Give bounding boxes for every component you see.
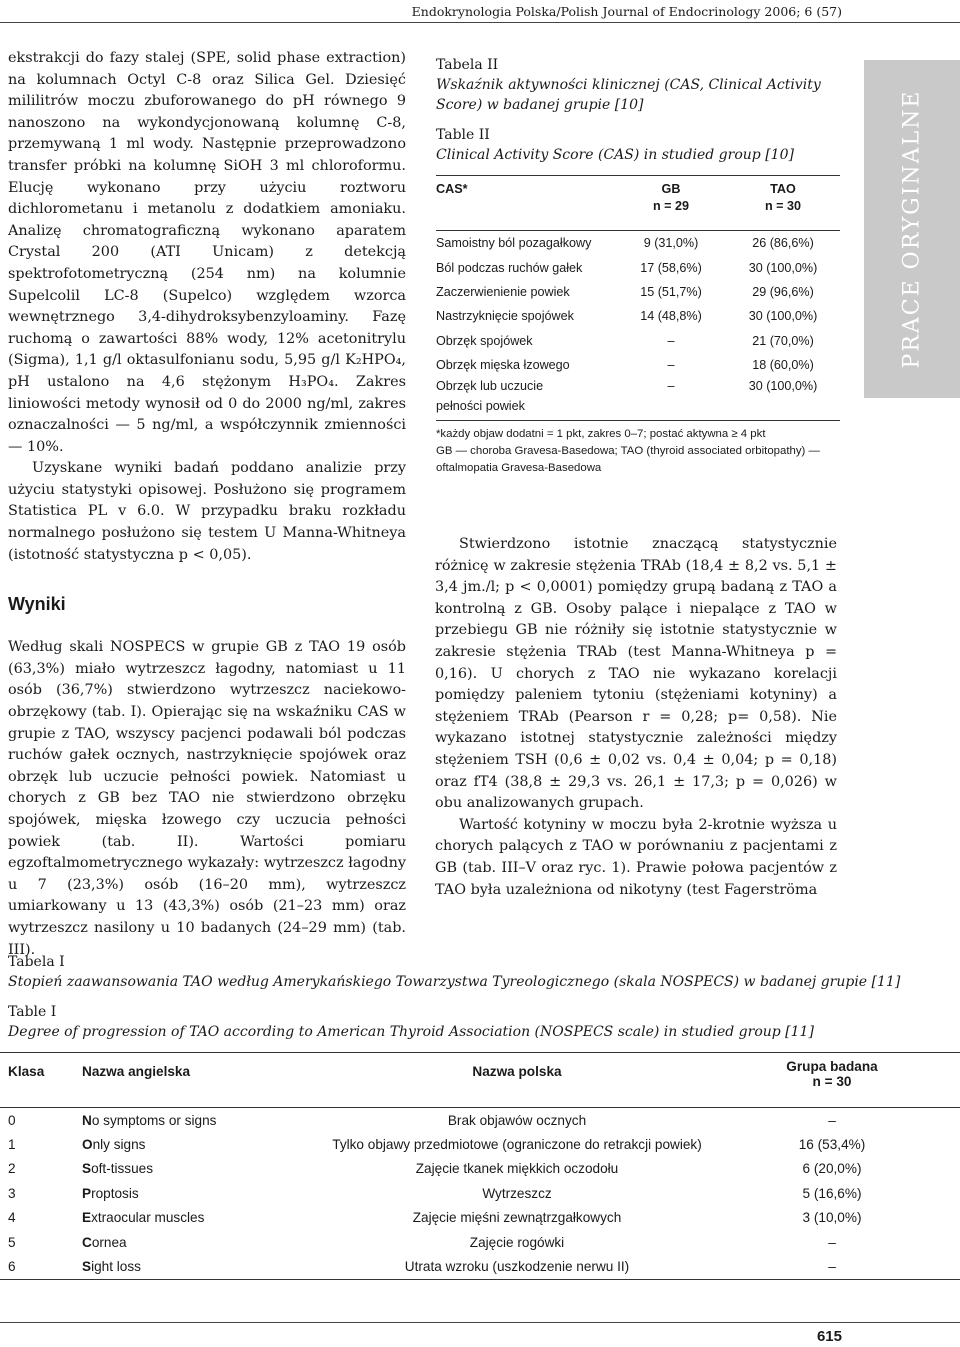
cell: 30 (100,0%)	[748, 379, 818, 394]
table-header-row	[436, 176, 840, 196]
initial-letter: O	[82, 1137, 93, 1153]
cell: 4	[8, 1210, 16, 1226]
group-label: Grupa badana	[786, 1059, 878, 1074]
initial-letter: P	[82, 1185, 92, 1201]
left-column	[8, 48, 406, 961]
initial-letter: N	[82, 1112, 92, 1128]
header-cell: n = 29	[652, 199, 690, 213]
cell	[82, 1132, 282, 1156]
cell: 29 (96,6%)	[752, 284, 814, 299]
cell: 5	[8, 1234, 16, 1250]
header-cell: CAS*	[436, 182, 468, 196]
table-header-row	[0, 1053, 960, 1089]
cell: 6	[0, 1254, 82, 1279]
table-row	[0, 1181, 960, 1205]
cell: Ból podczas ruchów gałek	[436, 260, 583, 275]
header-cell	[752, 1053, 960, 1089]
table-1	[0, 1052, 960, 1280]
methods-paragraph: ekstrakcji do fazy stalej (SPE, solid phase extraction) na kolumnach Octyl C-8 oraz Silica Gel. Dziesięć mililitrów moczu zbuforowanego do pH równego 9 nanoszono na wykondycjonowaną kolumnę C-8, przemywaną 1 ml wody. Następnie przeprowadzono transfer próbki na kolumnę SiOH 3 ml chloroformu. Elucję wykonano przy użyciu roztworu dichlorometanu i metanolu z dodatkiem amoniaku. Analizę chromatograficzną wykonano aparatem Crystal 200 (ATI Unicam) z detekcją spektrofotometryczną (254 nm) na kolumnie Supelcolil LC-8 (Supelco) względem wzorca wewnętrznego 3,4-dihydroksybenzyloaminy. Fazę ruchomą o zawartości 88% wody, 12% acetonitrylu (Sigma), 1,1 g/l oktasulfonianu sodu, 5,95 g/l K₂HPO₄, pH ustalono na 4,6 stężonym H₃PO₄. Zakres liniowości metody wynosił od 0 do 2000 ng/ml, zakres oznaczalności — 5 ng/ml, a współczynnik zmienności — 10%.	[8, 50, 406, 455]
cell: 9 (31,0%)	[643, 236, 699, 251]
table-1-captions	[8, 952, 948, 1042]
footer-rule	[0, 1322, 960, 1323]
table-2-label-pl: Tabela II	[436, 57, 499, 73]
cell: –	[828, 1112, 836, 1128]
cell: 3	[8, 1185, 16, 1201]
cell: Tylko objawy przedmiotowe (ograniczone do retrakcji powiek)	[332, 1137, 702, 1153]
name-rest: roptosis	[91, 1185, 139, 1201]
cell	[82, 1108, 282, 1133]
header-cell: Klasa	[8, 1063, 45, 1079]
cell: 5 (16,6%)	[802, 1185, 862, 1201]
table-2-footnote	[436, 426, 840, 477]
table-2-block	[436, 55, 840, 477]
table-row	[0, 1157, 960, 1181]
section-tab-label: PRACE ORYGINALNE	[899, 89, 925, 369]
header-cell: Nazwa angielska	[82, 1063, 191, 1079]
table-2-title-en: Clinical Activity Score (CAS) in studied group [10]	[436, 147, 794, 163]
header-cell: Nazwa polska	[472, 1063, 562, 1079]
table-1-title-pl: Stopień zaawansowania TAO według Amerykańskiego Towarzystwa Tyreologicznego (skala NOSPECS) w badanej grupie [11]	[8, 974, 901, 990]
cell: –	[667, 358, 675, 373]
cell: Obrzęk lub uczucie	[436, 379, 544, 394]
cell: Utrata wzroku (uszkodzenie nerwu II)	[282, 1254, 752, 1279]
table-row	[0, 1254, 960, 1279]
table-1-label-pl: Tabela I	[8, 954, 65, 970]
results-paragraph-cotinine: Wartość kotyniny w moczu była 2-krotnie wyższa u chorych palących z TAO w porównaniu z pacjentami z GB (tab. III–V oraz ryc. 1). Prawie połowa pacjentów z TAO była uzależniona od nikotyny (test Fagerströma	[435, 816, 837, 898]
cell	[82, 1254, 282, 1279]
name-rest: o symptoms or signs	[91, 1112, 217, 1128]
initial-letter: S	[82, 1259, 92, 1275]
table-row-continuation	[436, 395, 840, 420]
table-row	[436, 377, 840, 395]
cell: Nastrzyknięcie spojówek	[436, 309, 574, 324]
cell	[82, 1181, 282, 1205]
table-row	[0, 1206, 960, 1230]
table-row	[436, 231, 840, 256]
name-rest: xtraocular muscles	[91, 1210, 205, 1226]
table-row	[436, 329, 840, 353]
right-column	[435, 534, 837, 901]
table-row	[436, 255, 840, 279]
table-row	[436, 353, 840, 377]
table-2-title-pl: Wskaźnik aktywności klinicznej (CAS, Clinical Activity Score) w badanej grupie [10]	[436, 77, 821, 113]
cell: 15 (51,7%)	[640, 284, 702, 299]
table-1-title-en: Degree of progression of TAO according to American Thyroid Association (NOSPECS scale) in studied group [11]	[8, 1024, 814, 1040]
running-head	[0, 0, 960, 23]
group-n: n = 30	[812, 1074, 852, 1089]
initial-letter: E	[82, 1210, 92, 1226]
table-row	[0, 1108, 960, 1133]
header-cell: n = 30	[764, 199, 802, 213]
table-row	[436, 280, 840, 304]
table-subheader-row	[436, 196, 840, 216]
header-cell: GB	[661, 182, 681, 196]
cell	[82, 1230, 282, 1254]
cell: 14 (48,8%)	[640, 309, 702, 324]
initial-letter: S	[82, 1161, 92, 1177]
cell: 26 (86,6%)	[752, 236, 814, 251]
statistics-paragraph: Uzyskane wyniki badań poddano analizie przy użyciu statystyki opisowej. Posłużono się programem Statistica PL v 6.0. W przypadku braku rozkładu normalnego posłużono się testem U Manna-Whitneya (istotność statystyczna p < 0,05).	[8, 460, 406, 563]
cell: Samoistny ból pozagałkowy	[436, 236, 592, 251]
cell: Zaczerwienienie powiek	[436, 284, 570, 299]
results-paragraph: Według skali NOSPECS w grupie GB z TAO 19 osób (63,3%) miało wytrzeszcz łagodny, natomiast u 11 osób (36,7%) stwierdzono wytrzeszcz naciekowo-obrzękowy (tab. I). Opierając się na wskaźniku CAS w grupie z TAO, wszyscy pacjenci podawali ból podczas ruchów gałek ocznych, nastrzyknięcie spojówek oraz obrzęk lub uczucie pełności powiek. Natomiast u chorych z GB bez TAO nie stwierdzono obrzęku spojówek, mięska łzowego czy uczucia pełności powiek (tab. II). Wartości pomiaru egzoftalmometrycznego wykazały: wytrzeszcz łagodny u 7 (23,3%) osób (16–20 mm), wytrzeszcz umiarkowany u 13 (43,3%) osób (21–23 mm) oraz wytrzeszcz nasilony u 10 badanych (24–29 mm) (tab. III).	[8, 639, 406, 958]
page-number: 615	[816, 1328, 842, 1345]
cell: 3 (10,0%)	[802, 1210, 862, 1226]
header-cell	[436, 196, 616, 216]
table-2	[436, 176, 840, 421]
name-rest: nly signs	[92, 1137, 146, 1153]
journal-title: Endokrynologia Polska/Polish Journal of Endocrinology 2006; 6 (57)	[411, 4, 842, 19]
initial-letter: C	[82, 1234, 92, 1250]
footnote-line: *każdy objaw dodatni = 1 pkt, zakres 0–7; postać aktywna ≥ 4 pkt	[436, 427, 766, 440]
cell: 30 (100,0%)	[748, 309, 818, 324]
cell: –	[667, 379, 675, 394]
cell: pełności powiek	[436, 395, 616, 420]
table-row	[0, 1132, 960, 1156]
cell: 17 (58,6%)	[640, 260, 702, 275]
header-rule	[0, 1089, 960, 1108]
cell: 30 (100,0%)	[748, 260, 818, 275]
cell: Obrzęk spojówek	[436, 333, 533, 348]
cell: 6 (20,0%)	[802, 1161, 862, 1177]
results-paragraph-trab: Stwierdzono istotnie znaczącą statystycznie różnicę w zakresie stężenia TRAb (18,4 ± 8,2 vs. 5,1 ± 3,4 jm./l; p < 0,0001) pomiędzy grupą badaną z TAO a kontrolną z GB. Osoby palące i niepalące z TAO w przebiegu GB nie różniły się istotnie statystycznie w zakresie stężenia TRAb (test Manna-Whitneya p = 0,16). U chorych z TAO nie wykazano korelacji pomiędzy paleniem tytoniu (stężeniami kotyniny) a stężeniem TRAb (Pearson r = 0,28; p= 0,58). Nie wykazano istotnej statystycznie zależności między stężeniem TSH (0,6 ± 0,02 vs. 0,4 ± 0,04; p = 0,18) oraz fT4 (38,8 ± 29,3 vs. 26,1 ± 17,3; p = 0,026) w obu analizowanych grupach.	[435, 536, 837, 812]
footnote-line: GB — choroba Gravesa-Basedowa; TAO (thyroid associated orbitopathy) — oftalmopatia Gravesa-Basedowa	[436, 444, 820, 474]
table-1-block	[0, 1052, 960, 1280]
table-1-label-en: Table I	[8, 1004, 57, 1020]
header-cell: TAO	[770, 182, 796, 196]
cell: –	[828, 1234, 836, 1250]
cell: Brak objawów ocznych	[447, 1112, 587, 1128]
cell: Zajęcie mięśni zewnątrzgałkowych	[412, 1210, 622, 1226]
cell: 21 (70,0%)	[752, 333, 814, 348]
table-row	[0, 1230, 960, 1254]
cell: 0	[8, 1112, 16, 1128]
section-tab	[864, 60, 960, 398]
cell: 1	[8, 1137, 16, 1153]
section-heading-results: Wyniki	[8, 594, 66, 615]
cell: Obrzęk mięska łzowego	[436, 358, 570, 373]
cell	[82, 1206, 282, 1230]
cell: 16 (53,4%)	[798, 1137, 866, 1153]
cell: –	[667, 333, 675, 348]
cell: 2	[8, 1161, 16, 1177]
header-rule	[436, 216, 840, 231]
name-rest: ight loss	[91, 1259, 141, 1275]
table-row	[436, 304, 840, 328]
table-2-label-en: Table II	[436, 127, 490, 143]
cell: Zajęcie tkanek miękkich oczodołu	[415, 1161, 619, 1177]
name-rest: oft-tissues	[91, 1161, 154, 1177]
cell: Zajęcie rogówki	[469, 1234, 565, 1250]
cell	[82, 1157, 282, 1181]
cell: 18 (60,0%)	[752, 358, 814, 373]
name-rest: ornea	[91, 1234, 127, 1250]
cell: –	[752, 1254, 960, 1279]
cell: Wytrzeszcz	[482, 1185, 552, 1201]
